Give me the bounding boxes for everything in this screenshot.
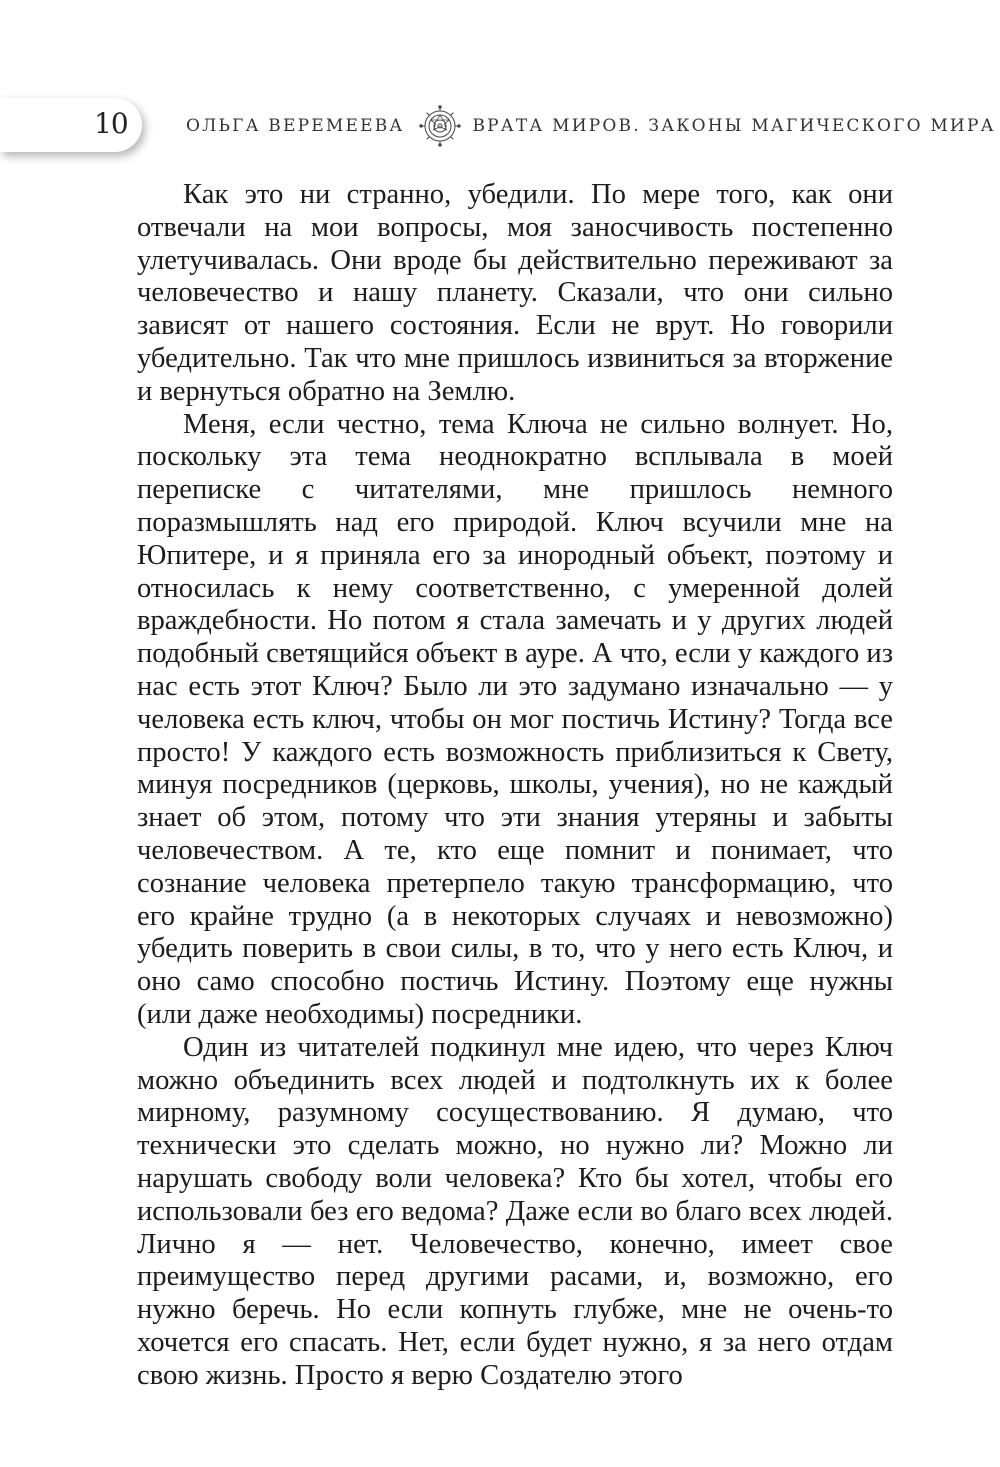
running-header <box>186 104 996 148</box>
body-text <box>137 179 893 1392</box>
page-number: 10 <box>94 107 128 140</box>
paragraph-2: Меня, если честно, тема Ключа не сильно волнует. Но, поскольку эта тема неоднократно всплывала в моей переписке с читателями, мне пришлось немного поразмышлять над его природой. Ключ всучили мне на Юпитере, и я приняла его за инородный объект, поэтому и относилась к нему соответственно, с умеренной долей враждебности. Но потом я стала замечать и у других людей подобный светящийся объект в ауре. А что, если у каждого из нас есть этот Ключ? Было ли это задумано изначально — у человека есть ключ, чтобы он мог постичь Истину? Тогда все просто! У каждого есть возможность приблизиться к Свету, минуя посредников (церковь, школы, учения), но не каждый знает об этом, потому что эти знания утеряны и забыты человечеством. А те, кто еще помнит и понимает, что сознание человека претерпело такую трансформацию, что его крайне трудно (а в некоторых случаях и невозможно) убедить поверить в свои силы, в то, что у него есть Ключ, и оно само способно постичь Истину. Поэтому еще нужны (или даже необходимы) посредники. <box>137 408 893 1030</box>
paragraph-3: Один из читателей подкинул мне идею, что через Ключ можно объединить всех людей и подтолкнуть их к более мирному, разумному сосуществованию. Я думаю, что технически это сделать можно, но нужно ли? Можно ли нарушать свободу воли человека? Кто бы хотел, чтобы его использовали без его ведома? Даже если во благо всех людей. Лично я — нет. Человечество, конечно, имеет свое преимущество перед другими расами, и, возможно, его нужно беречь. Но если копнуть глубже, мне не очень-то хочется его спасать. Нет, если будет нужно, я за него отдам свою жизнь. Просто я верю Создателю этого <box>137 1031 893 1391</box>
paragraph-1: Как это ни странно, убедили. По мере того, как они отвечали на мои вопросы, моя заносчивость постепенно улетучивалась. Они вроде бы действительно переживают за человечество и нашу планету. Сказали, что они сильно зависят от нашего состояния. Если не врут. Но говорили убедительно. Так что мне пришлось извиниться за вторжение и вернуться обратно на Землю. <box>137 179 893 407</box>
header-book-title: ВРАТА МИРОВ. ЗАКОНЫ МАГИЧЕСКОГО МИРА <box>472 116 996 136</box>
mandala-emblem-icon <box>418 104 462 148</box>
header-author: ОЛЬГА ВЕРЕМЕЕВА <box>186 116 405 136</box>
